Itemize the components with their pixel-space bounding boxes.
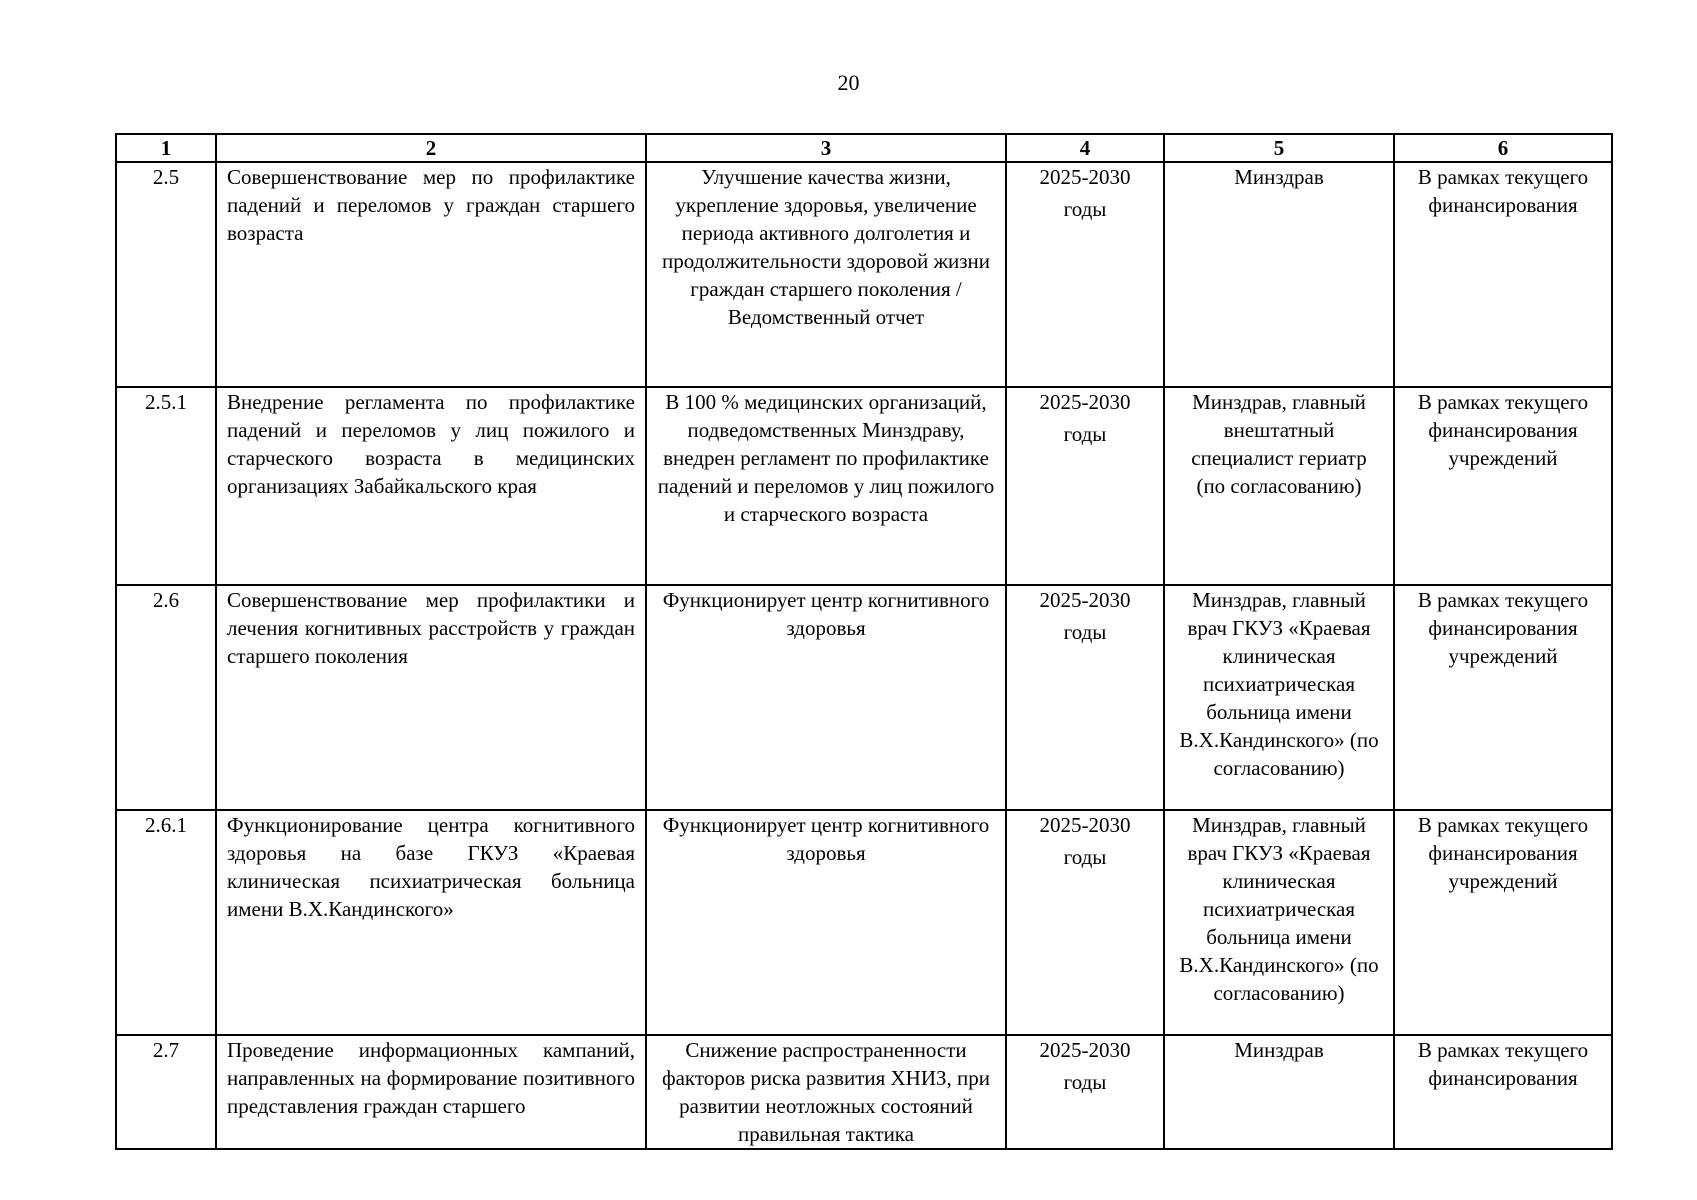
expected-result: Снижение распространенности факторов риска развития ХНИЗ, при развитии неотложных состояний правильная тактика (661, 1038, 991, 1146)
column-header: 6 (1394, 134, 1612, 162)
measure-description-cell (216, 585, 646, 810)
period-cell (1006, 387, 1164, 585)
measure-description: Проведение информационных кампаний, направленных на формирование позитивного представления граждан старшего (227, 1038, 635, 1118)
item-number: 2.5 (152, 165, 180, 189)
table-row (116, 810, 1612, 1035)
expected-result-cell (646, 1035, 1006, 1149)
responsible-cell (1164, 1035, 1394, 1149)
table-row (116, 162, 1612, 387)
expected-result: Функционирует центр когнитивного здоровья (662, 813, 990, 865)
period-unit: годы (1063, 422, 1107, 446)
item-number: 2.6 (152, 588, 180, 612)
responsible: Минздрав (1234, 1038, 1324, 1062)
item-number: 2.7 (152, 1038, 180, 1062)
measure-description: Внедрение регламента по профилактике падений и переломов у лиц пожилого и старческого возраста в медицинских организациях Забайкальского края (227, 390, 635, 498)
period-cell (1006, 1035, 1164, 1149)
item-number-cell (116, 1035, 216, 1149)
table-row (116, 387, 1612, 585)
table-header-row (116, 134, 1612, 162)
period-cell (1006, 162, 1164, 387)
column-header: 1 (116, 134, 216, 162)
responsible-cell (1164, 810, 1394, 1035)
responsible-cell (1164, 585, 1394, 810)
table-row (116, 585, 1612, 810)
expected-result-cell (646, 387, 1006, 585)
period-years: 2025-2030 (1039, 390, 1131, 414)
responsible-cell (1164, 387, 1394, 585)
expected-result: Улучшение качества жизни, укрепление здоровья, увеличение периода активного долголетия и продолжительности здоровой жизни граждан старшего поколения / Ведомственный отчет (662, 165, 990, 329)
item-number-cell (116, 585, 216, 810)
financing-cell (1394, 1035, 1612, 1149)
period-cell (1006, 810, 1164, 1035)
table-row (116, 1035, 1612, 1149)
measures-table (115, 133, 1613, 1150)
expected-result-cell (646, 585, 1006, 810)
financing-cell (1394, 162, 1612, 387)
responsible: Минздрав, главный внештатный специалист гериатр (по согласованию) (1191, 390, 1367, 498)
financing: В рамках текущего финансирования (1417, 165, 1589, 217)
item-number-cell (116, 810, 216, 1035)
item-number: 2.6.1 (145, 813, 187, 837)
financing-cell (1394, 387, 1612, 585)
responsible: Минздрав, главный врач ГКУЗ «Краевая клиническая психиатрическая больница имени В.Х.Кандинского» (по согласованию) (1179, 813, 1379, 1005)
item-number-cell (116, 162, 216, 387)
period-unit: годы (1063, 845, 1107, 869)
financing-cell (1394, 810, 1612, 1035)
responsible-cell (1164, 162, 1394, 387)
period-unit: годы (1063, 197, 1107, 221)
measure-description-cell (216, 810, 646, 1035)
financing: В рамках текущего финансирования учреждений (1417, 588, 1589, 668)
financing: В рамках текущего финансирования (1417, 1038, 1589, 1090)
measure-description-cell (216, 387, 646, 585)
column-header: 5 (1164, 134, 1394, 162)
expected-result-cell (646, 810, 1006, 1035)
measure-description-cell (216, 162, 646, 387)
financing-cell (1394, 585, 1612, 810)
column-header: 2 (216, 134, 646, 162)
period-unit: годы (1063, 1070, 1107, 1094)
period-cell (1006, 585, 1164, 810)
measure-description: Совершенствование мер профилактики и лечения когнитивных расстройств у граждан старшего поколения (227, 588, 635, 668)
measure-description-cell (216, 1035, 646, 1149)
responsible: Минздрав, главный врач ГКУЗ «Краевая клиническая психиатрическая больница имени В.Х.Кандинского» (по согласованию) (1179, 588, 1379, 780)
column-header: 4 (1006, 134, 1164, 162)
expected-result: Функционирует центр когнитивного здоровья (662, 588, 990, 640)
period-years: 2025-2030 (1039, 165, 1131, 189)
page-number: 20 (837, 70, 860, 95)
measure-description: Совершенствование мер по профилактике падений и переломов у граждан старшего возраста (227, 165, 635, 245)
expected-result-cell (646, 162, 1006, 387)
period-years: 2025-2030 (1039, 1038, 1131, 1062)
responsible: Минздрав (1234, 165, 1324, 189)
expected-result: В 100 % медицинских организаций, подведомственных Минздраву, внедрен регламент по профилактике падений и переломов у лиц пожилого и старческого возраста (657, 390, 995, 526)
financing: В рамках текущего финансирования учреждений (1417, 813, 1589, 893)
period-unit: годы (1063, 620, 1107, 644)
period-years: 2025-2030 (1039, 813, 1131, 837)
measure-description: Функционирование центра когнитивного здоровья на базе ГКУЗ «Краевая клиническая психиатрическая больница имени В.Х.Кандинского» (227, 813, 635, 921)
financing: В рамках текущего финансирования учреждений (1417, 390, 1589, 470)
item-number-cell (116, 387, 216, 585)
period-years: 2025-2030 (1039, 588, 1131, 612)
column-header: 3 (646, 134, 1006, 162)
item-number: 2.5.1 (145, 390, 187, 414)
